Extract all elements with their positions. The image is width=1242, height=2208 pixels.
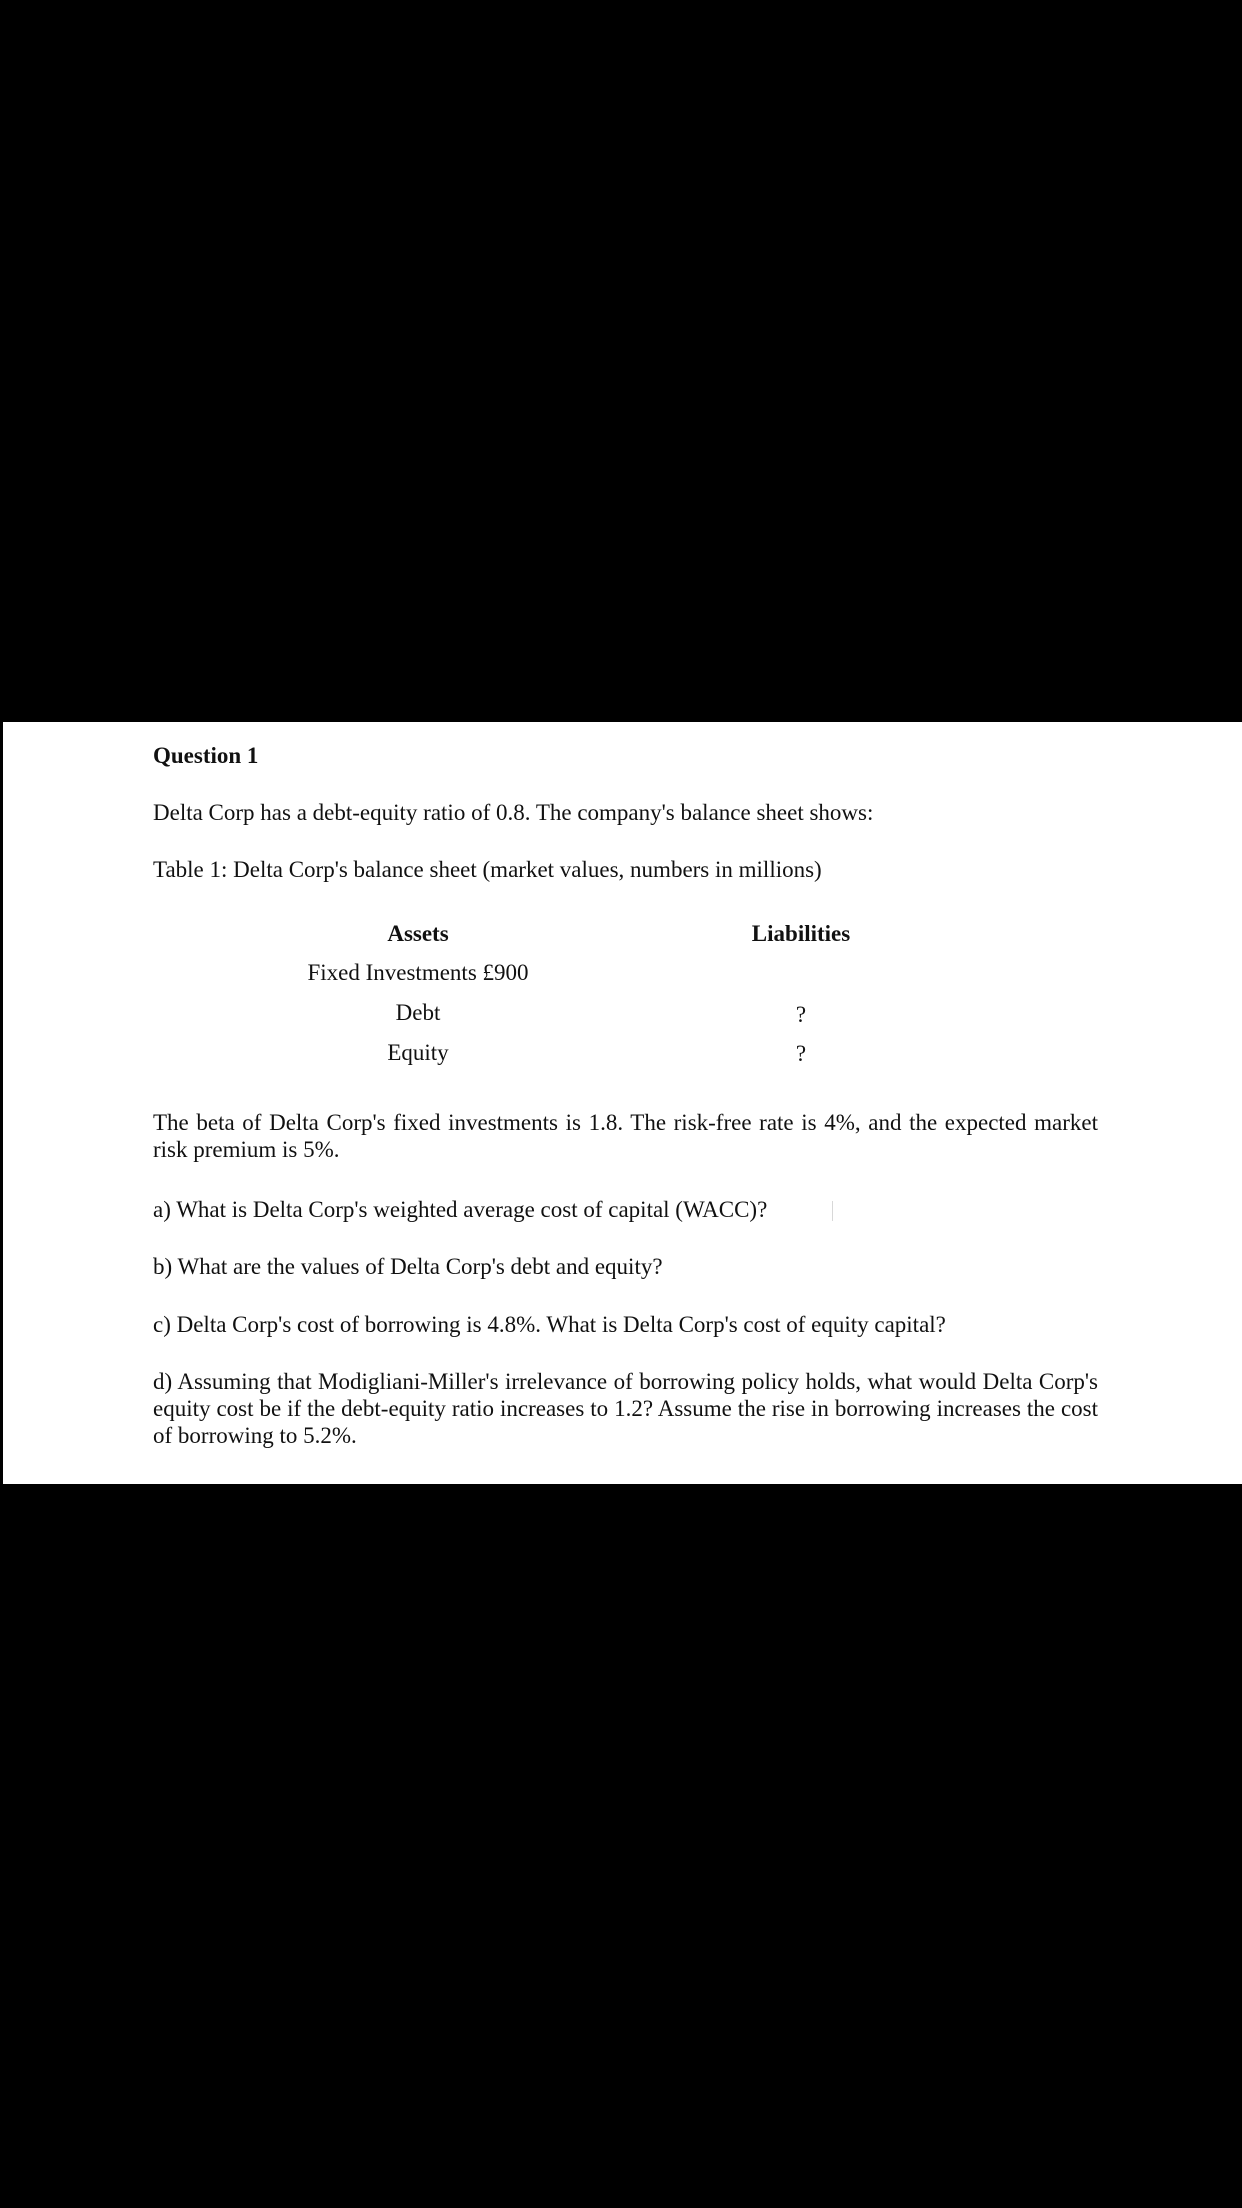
text-cursor-mark [832, 1201, 833, 1221]
intro-text: Delta Corp has a debt-equity ratio of 0.8. The company's balance sheet shows: [153, 800, 874, 825]
part-b-question: b) What are the values of Delta Corp's debt and equity? [153, 1254, 663, 1279]
header-assets: Assets [387, 921, 449, 946]
table-caption: Table 1: Delta Corp's balance sheet (market values, numbers in millions) [153, 857, 822, 882]
row-fixed-investments-assets: Fixed Investments £900 [307, 960, 529, 985]
header-liabilities: Liabilities [751, 921, 851, 946]
row-equity-liabilities: ? [795, 1041, 807, 1066]
part-d-question: d) Assuming that Modigliani-Miller's irrelevance of borrowing policy holds, what would Delta Corp's equity cost be if the debt-equity ratio increases to 1.2? Assume the rise in borrowing increases the cost of borrowing to 5.2%. [153, 1369, 1098, 1448]
question-title: Question 1 [153, 743, 259, 768]
part-a-question: a) What is Delta Corp's weighted average cost of capital (WACC)? [153, 1197, 768, 1222]
row-equity-assets: Equity [387, 1040, 449, 1065]
row-debt-assets: Debt [395, 1000, 441, 1025]
part-c-question: c) Delta Corp's cost of borrowing is 4.8%. What is Delta Corp's cost of equity capital? [153, 1312, 946, 1337]
document-page [3, 722, 1242, 1484]
row-debt-liabilities: ? [795, 1002, 807, 1027]
beta-paragraph: The beta of Delta Corp's fixed investments is 1.8. The risk-free rate is 4%, and the expected market risk premium is 5%. [153, 1110, 1098, 1162]
